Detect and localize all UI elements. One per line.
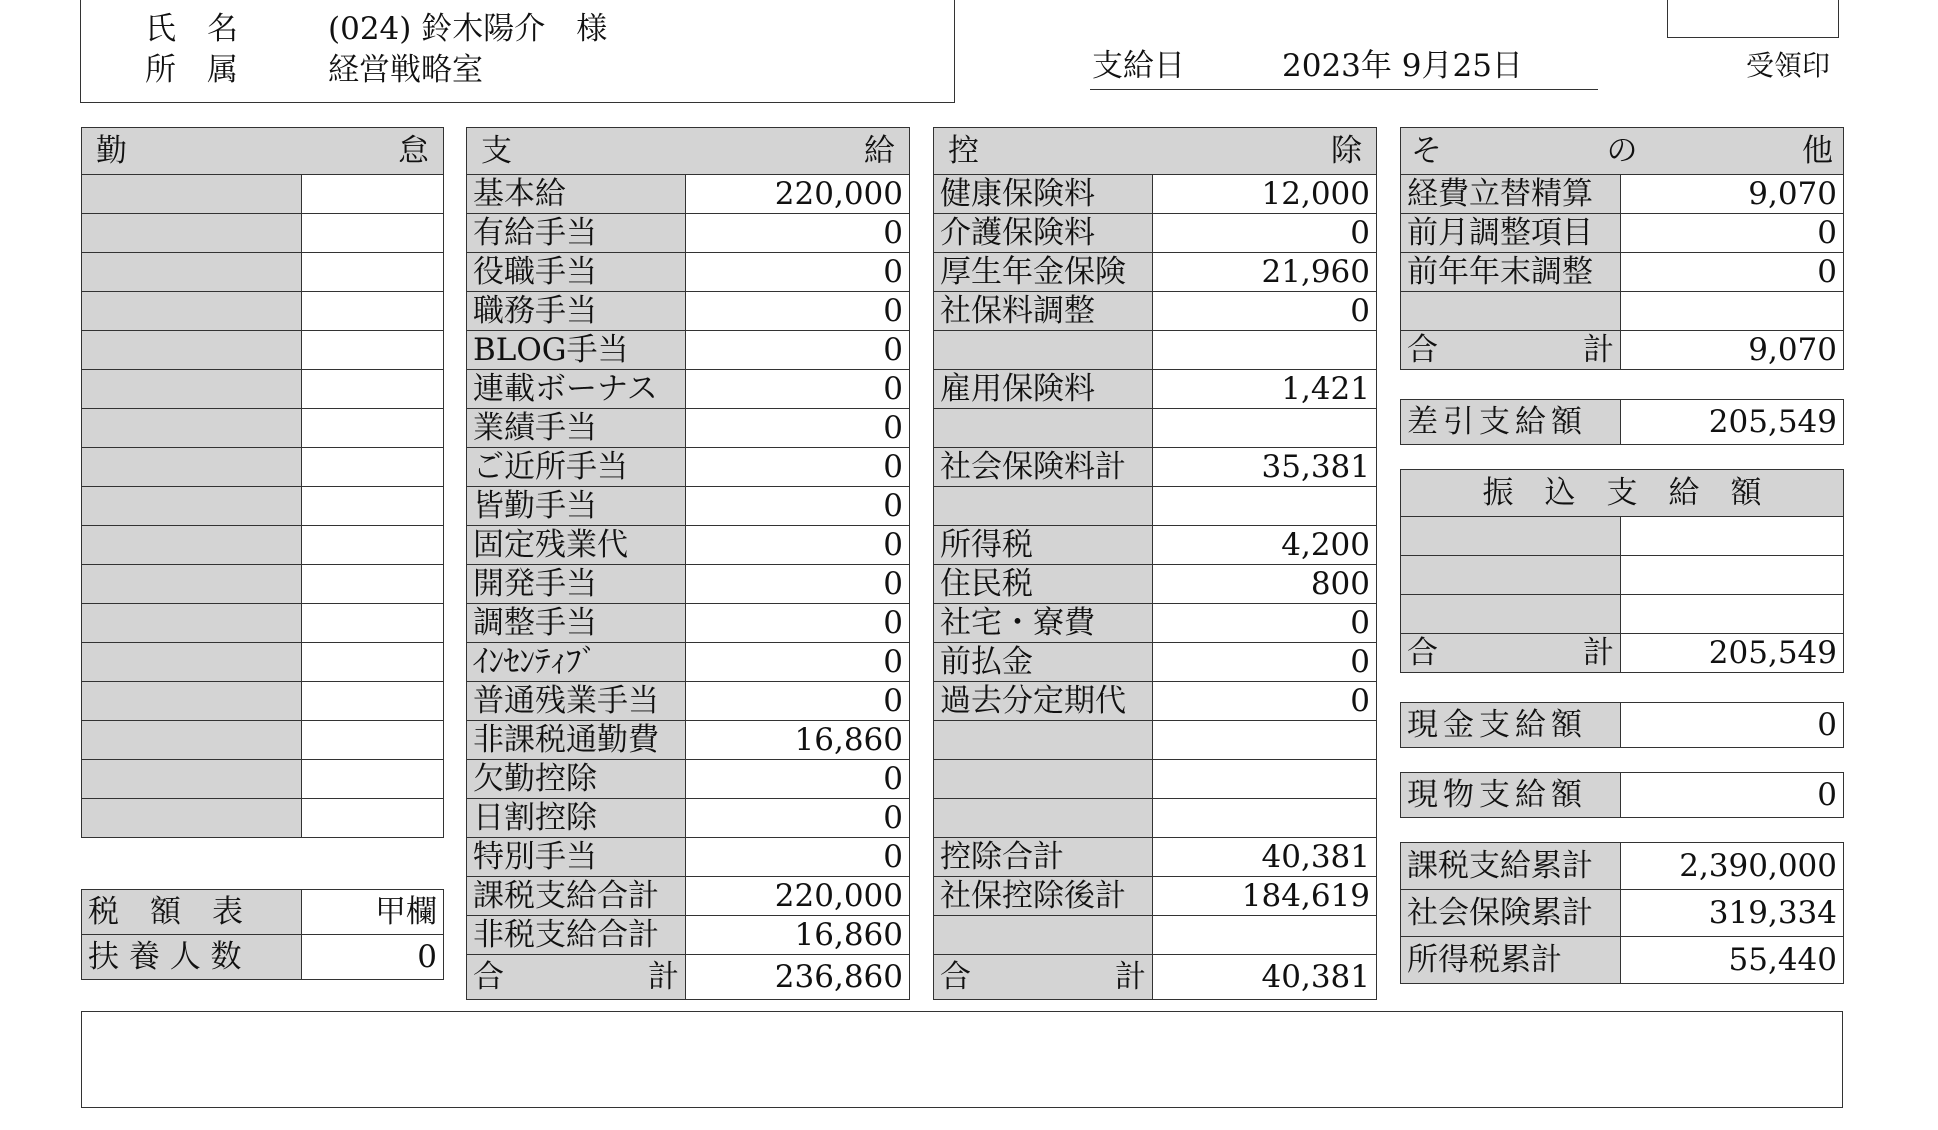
transfer-total-value: 205,549: [1621, 634, 1844, 673]
transfer-empty-label: [1401, 556, 1621, 595]
deduction-item-label: 過去分定期代: [934, 682, 1153, 721]
deduction-item-label: 住民税: [934, 565, 1153, 604]
deduction-item-label: 厚生年金保険: [934, 253, 1153, 292]
other-item-label: 前月調整項目: [1401, 214, 1621, 253]
cumulative-item-label: 社会保険累計: [1401, 890, 1621, 937]
payment-item-label: ｲﾝｾﾝﾃｨﾌﾞ: [467, 643, 686, 682]
tax-table: [81, 889, 444, 980]
other-total-value: 9,070: [1621, 331, 1844, 370]
net-pay-label: 差引支給額: [1401, 400, 1621, 445]
payment-item-value: 0: [686, 292, 910, 331]
payment-item-value: 0: [686, 409, 910, 448]
deduction-item-label: 社保控除後計: [934, 877, 1153, 916]
other-item-value: [1621, 292, 1844, 331]
payment-item-value: 0: [686, 526, 910, 565]
deduction-total-value: 40,381: [1153, 955, 1377, 1000]
payment-item-value: 0: [686, 253, 910, 292]
cash-label: 現金支給額: [1401, 703, 1621, 748]
other-table: [1400, 127, 1844, 370]
deduction-item-value: 40,381: [1153, 838, 1377, 877]
attendance-cell-value: [302, 760, 444, 799]
payment-item-value: 220,000: [686, 175, 910, 214]
attendance-cell-label: [82, 721, 302, 760]
transfer-empty-value: [1621, 517, 1844, 556]
deduction-item-value: [1153, 916, 1377, 955]
attendance-cell-value: [302, 604, 444, 643]
other-item-label: 前年年末調整: [1401, 253, 1621, 292]
deduction-item-label: [934, 760, 1153, 799]
deduction-item-label: [934, 409, 1153, 448]
name-value: (024) 鈴木陽介 様: [328, 11, 608, 47]
payment-item-value: 0: [686, 604, 910, 643]
deduction-item-value: 0: [1153, 643, 1377, 682]
attendance-cell-label: [82, 175, 302, 214]
cash-value: 0: [1621, 703, 1844, 748]
other-item-label: [1401, 292, 1621, 331]
attendance-cell-label: [82, 760, 302, 799]
cumulative-item-value: 55,440: [1621, 937, 1844, 984]
attendance-cell-label: [82, 643, 302, 682]
stamp-label: 受領印: [1746, 49, 1831, 82]
deduction-item-label: 社保料調整: [934, 292, 1153, 331]
payment-item-label: ご近所手当: [467, 448, 686, 487]
attendance-cell-value: [302, 331, 444, 370]
transfer-table: [1400, 469, 1844, 673]
deduction-item-value: [1153, 331, 1377, 370]
deduction-item-value: [1153, 409, 1377, 448]
transfer-empty-value: [1621, 595, 1844, 634]
deduction-item-value: 21,960: [1153, 253, 1377, 292]
attendance-cell-value: [302, 370, 444, 409]
deduction-item-label: 社会保険料計: [934, 448, 1153, 487]
deduction-item-value: 0: [1153, 604, 1377, 643]
payment-item-value: 0: [686, 331, 910, 370]
attendance-cell-label: [82, 682, 302, 721]
cumulative-item-value: 319,334: [1621, 890, 1844, 937]
attendance-cell-value: [302, 487, 444, 526]
name-label: 氏 名: [145, 11, 238, 47]
dependents-label: 扶 養 人 数: [82, 935, 302, 980]
payment-item-label: 固定残業代: [467, 526, 686, 565]
attendance-cell-value: [302, 253, 444, 292]
attendance-cell-label: [82, 292, 302, 331]
deduction-item-value: 0: [1153, 682, 1377, 721]
deduction-item-label: [934, 799, 1153, 838]
attendance-cell-value: [302, 175, 444, 214]
tax-table-label: 税 額 表: [82, 890, 302, 935]
deduction-item-label: 雇用保険料: [934, 370, 1153, 409]
transfer-total-label: 合 計: [1401, 634, 1621, 673]
payday-value: 2023年 9月25日: [1282, 48, 1523, 84]
payment-item-label: 非課税通勤費: [467, 721, 686, 760]
transfer-empty-label: [1401, 595, 1621, 634]
attendance-cell-label: [82, 214, 302, 253]
net-pay-table: [1400, 399, 1844, 445]
payment-item-label: 連載ボーナス: [467, 370, 686, 409]
deduction-table: [933, 127, 1377, 1000]
remarks-box: [81, 1011, 1843, 1108]
payment-item-label: 調整手当: [467, 604, 686, 643]
cumulative-table: [1400, 842, 1844, 984]
attendance-cell-value: [302, 565, 444, 604]
payment-item-label: 開発手当: [467, 565, 686, 604]
attendance-cell-label: [82, 448, 302, 487]
transfer-header: 振 込 支 給 額: [1401, 470, 1844, 517]
payment-item-label: 皆勤手当: [467, 487, 686, 526]
cash-table: [1400, 702, 1844, 748]
deduction-header: 控 除: [934, 128, 1377, 175]
attendance-cell-value: [302, 409, 444, 448]
attendance-table: [81, 127, 444, 838]
deduction-item-label: 健康保険料: [934, 175, 1153, 214]
attendance-cell-value: [302, 682, 444, 721]
payment-header: 支 給: [467, 128, 910, 175]
payment-item-value: 0: [686, 214, 910, 253]
other-item-value: 0: [1621, 253, 1844, 292]
payment-item-value: 0: [686, 643, 910, 682]
attendance-cell-value: [302, 292, 444, 331]
deduction-item-value: 184,619: [1153, 877, 1377, 916]
payment-table: [466, 127, 910, 1000]
other-item-value: 9,070: [1621, 175, 1844, 214]
payment-item-label: 普通残業手当: [467, 682, 686, 721]
payment-item-label: BLOG手当: [467, 331, 686, 370]
payment-item-label: 役職手当: [467, 253, 686, 292]
attendance-header: 勤 怠: [82, 128, 444, 175]
payment-item-value: 220,000: [686, 877, 910, 916]
attendance-cell-label: [82, 370, 302, 409]
deduction-item-value: [1153, 760, 1377, 799]
payment-item-value: 16,860: [686, 721, 910, 760]
payment-item-value: 0: [686, 370, 910, 409]
deduction-item-value: 800: [1153, 565, 1377, 604]
payment-item-label: 課税支給合計: [467, 877, 686, 916]
payment-item-label: 日割控除: [467, 799, 686, 838]
attendance-cell-value: [302, 721, 444, 760]
attendance-cell-value: [302, 214, 444, 253]
other-item-value: 0: [1621, 214, 1844, 253]
other-item-label: 経費立替精算: [1401, 175, 1621, 214]
deduction-item-label: 控除合計: [934, 838, 1153, 877]
dept-value: 経営戦略室: [328, 52, 483, 88]
payment-item-value: 0: [686, 682, 910, 721]
attendance-cell-label: [82, 487, 302, 526]
deduction-item-label: 介護保険料: [934, 214, 1153, 253]
deduction-item-value: 1,421: [1153, 370, 1377, 409]
attendance-cell-label: [82, 409, 302, 448]
payment-item-value: 0: [686, 448, 910, 487]
deduction-item-value: [1153, 721, 1377, 760]
deduction-item-value: 4,200: [1153, 526, 1377, 565]
other-total-label: 合 計: [1401, 331, 1621, 370]
deduction-item-label: 前払金: [934, 643, 1153, 682]
deduction-item-value: [1153, 799, 1377, 838]
attendance-cell-value: [302, 643, 444, 682]
cumulative-item-label: 課税支給累計: [1401, 843, 1621, 890]
deduction-item-label: [934, 721, 1153, 760]
payment-total-label: 合 計: [467, 955, 686, 1000]
deduction-item-value: 12,000: [1153, 175, 1377, 214]
deduction-item-label: 所得税: [934, 526, 1153, 565]
payment-item-label: 職務手当: [467, 292, 686, 331]
deduction-item-label: [934, 916, 1153, 955]
attendance-cell-label: [82, 253, 302, 292]
payment-item-label: 非税支給合計: [467, 916, 686, 955]
in-kind-label: 現物支給額: [1401, 773, 1621, 818]
tax-table-value: 甲欄: [302, 890, 444, 935]
in-kind-value: 0: [1621, 773, 1844, 818]
deduction-item-value: 0: [1153, 214, 1377, 253]
deduction-item-value: [1153, 487, 1377, 526]
attendance-cell-value: [302, 526, 444, 565]
payment-item-label: 基本給: [467, 175, 686, 214]
in-kind-table: [1400, 772, 1844, 818]
payment-item-value: 0: [686, 799, 910, 838]
payment-item-value: 0: [686, 565, 910, 604]
cumulative-item-value: 2,390,000: [1621, 843, 1844, 890]
attendance-cell-label: [82, 604, 302, 643]
cumulative-item-label: 所得税累計: [1401, 937, 1621, 984]
dept-label: 所 属: [145, 52, 238, 88]
payment-item-label: 欠勤控除: [467, 760, 686, 799]
payment-total-value: 236,860: [686, 955, 910, 1000]
attendance-cell-value: [302, 799, 444, 838]
payday-label: 支給日: [1092, 48, 1185, 84]
deduction-total-label: 合 計: [934, 955, 1153, 1000]
payment-item-value: 0: [686, 838, 910, 877]
attendance-cell-label: [82, 526, 302, 565]
stamp-box: [1667, 0, 1839, 38]
payment-item-label: 特別手当: [467, 838, 686, 877]
transfer-empty-label: [1401, 517, 1621, 556]
other-header: そ の 他: [1401, 128, 1844, 175]
payday-underline: [1090, 89, 1598, 90]
payment-item-value: 0: [686, 487, 910, 526]
dependents-value: 0: [302, 935, 444, 980]
payment-item-value: 16,860: [686, 916, 910, 955]
deduction-item-value: 35,381: [1153, 448, 1377, 487]
transfer-empty-value: [1621, 556, 1844, 595]
payment-item-label: 有給手当: [467, 214, 686, 253]
attendance-cell-label: [82, 565, 302, 604]
deduction-item-label: [934, 331, 1153, 370]
attendance-cell-value: [302, 448, 444, 487]
deduction-item-label: [934, 487, 1153, 526]
payment-item-label: 業績手当: [467, 409, 686, 448]
deduction-item-value: 0: [1153, 292, 1377, 331]
attendance-cell-label: [82, 331, 302, 370]
attendance-cell-label: [82, 799, 302, 838]
net-pay-value: 205,549: [1621, 400, 1844, 445]
payment-item-value: 0: [686, 760, 910, 799]
deduction-item-label: 社宅・寮費: [934, 604, 1153, 643]
